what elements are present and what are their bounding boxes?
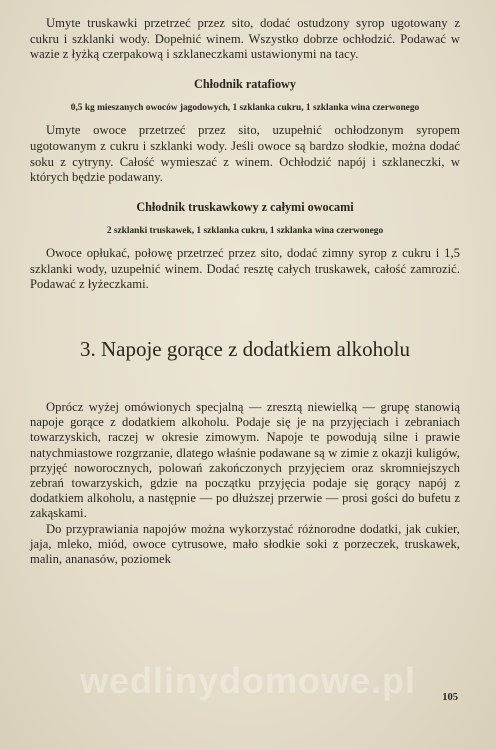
intro-paragraph: Umyte truskawki przetrzeć przez sito, dodać ostudzony syrop ugotowany z cukru i szklanki wody. Dopełnić winem. Wszystko dobrze ochłodzić. Podawać w wazie z łyżką czerpakową i szklaneczkami ustawionymi na tacy. <box>30 16 460 62</box>
chapter-title: 3. Napoje gorące z dodatkiem alkoholu <box>79 337 411 362</box>
recipe-chlodnik-ratafiowy <box>30 77 460 186</box>
recipe-chlodnik-truskawkowy <box>30 200 460 293</box>
recipe-ingredients: 2 szklanki truskawek, 1 szklanka cukru, 1 szklanka wina czerwonego <box>106 225 384 236</box>
chapter-paragraph: Do przyprawiania napojów można wykorzystać różnorodne dodatki, jak cukier, jaja, mleko, miód, owoce cytrusowe, mało słodkie soki z porzeczek, truskawek, malin, ananasów, poziomek <box>30 521 460 567</box>
recipe-ingredients: 0,5 kg mieszanych owoców jagodowych, 1 szklanka cukru, 1 szklanka wina czerwonego <box>70 103 420 114</box>
page-number: 105 <box>442 692 458 703</box>
recipe-title: Chłodnik truskawkowy z całymi owocami <box>136 199 354 214</box>
watermark-text: wedlinydomowe.pl <box>79 660 417 701</box>
recipe-title: Chłodnik ratafiowy <box>194 77 296 92</box>
recipe-instructions: Owoce opłukać, połowę przetrzeć przez sito, dodać zimny syrop z cukru i 1,5 szklanki wody, uzupełnić winem. Dodać resztę całych truskawek, całość zamrozić. Podawać z łyżeczkami. <box>30 245 460 292</box>
recipe-instructions: Umyte owoce przetrzeć przez sito, uzupełnić ochłodzonym syropem ugotowanym z cukru i szklanki wody. Jeśli owoce są bardzo słodkie, można dodać soku z cytryny. Całość wymieszać z winem. Ochłodzić napój i szklaneczki, w których będzie podawany. <box>30 123 460 185</box>
chapter-paragraph: Oprócz wyżej omówionych specjalną — zresztą niewielką — grupę stanowią napoje gorące z dodatkiem alkoholu. Podaje się je na przyjęciach i zebraniach towarzyskich, raczej w okresie zimowym. Napoje te powodują silne i prawie natychmiastowe rozgrzanie, dlatego właśnie podawane są w zimie z okazji kuligów, przyjęć noworocznych, polowań zakończonych przyjęciem oraz skromniejszych zebrań towarzyskich, gdzie na początku przyjęcia podaje się gorący napój z dodatkiem alkoholu, a następnie — po dłuższej przerwie — prosi gości do bufetu z zakąskami. <box>30 400 460 521</box>
